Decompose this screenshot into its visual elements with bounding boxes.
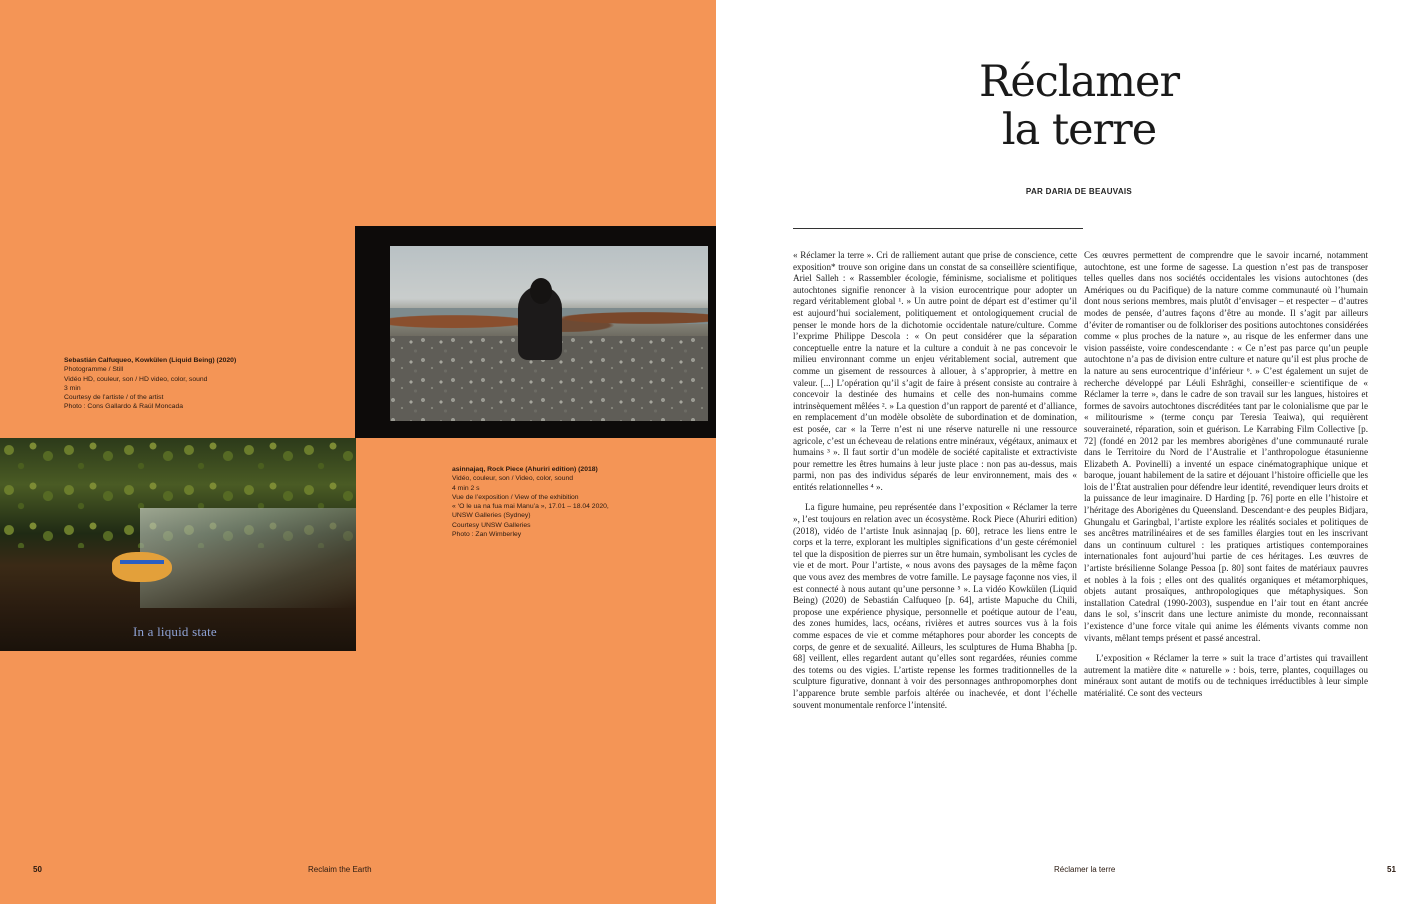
caption-line: Courtesy UNSW Galleries <box>452 521 531 529</box>
caption-line: Photo : Zan Wimberley <box>452 531 522 539</box>
right-page <box>716 0 1428 904</box>
running-title-left: Reclaim the Earth <box>308 865 372 874</box>
page-number-right: 51 <box>1387 865 1396 874</box>
photo-rock-piece <box>355 226 716 438</box>
caption-title: asinnajaq, Rock Piece (Ahuriri edition) (2018) <box>452 466 598 473</box>
caption-line: 3 min <box>64 384 81 392</box>
page-number-left: 50 <box>33 865 42 874</box>
caption-line: Courtesy de l’artiste / of the artist <box>64 394 164 402</box>
photo-liquid-being <box>0 438 356 651</box>
stream <box>140 508 356 608</box>
running-title-right: Réclamer la terre <box>1054 865 1116 874</box>
caption-line: UNSW Galleries (Sydney) <box>452 512 531 520</box>
photo-overlay-text: In a liquid state <box>133 624 217 639</box>
divider-rule <box>793 228 1083 229</box>
caption-line: Photogramme / Still <box>64 366 124 374</box>
video-screen <box>390 246 708 421</box>
caption-line: Vue de l’exposition / View of the exhibition <box>452 493 579 501</box>
floating-body <box>112 552 172 582</box>
caption-line: Photo : Cons Gallardo & Raúl Moncada <box>64 403 184 411</box>
paragraph: L’exposition « Réclamer la terre » suit la trace d’artistes qui travaillent autrement la matière dite « naturelle » : bois, terre, plantes, coquillages ou minéraux sont autant de motifs ou de techniques irréductibles à leur simple matérialité. Ce sont des vecteurs <box>1084 653 1368 698</box>
caption-kowkulen <box>64 356 324 412</box>
article-title <box>716 58 1428 154</box>
caption-line: 4 min 2 s <box>452 484 480 492</box>
blue-band <box>120 560 164 564</box>
byline: PAR DARIA DE BEAUVAIS <box>1025 187 1133 196</box>
caption-rock-piece <box>452 465 702 539</box>
figure-head <box>530 278 552 304</box>
text-column-1 <box>793 250 1077 711</box>
title-line-2: la terre <box>1001 105 1157 155</box>
text-column-2 <box>1084 250 1368 700</box>
caption-line: Vidéo HD, couleur, son / HD video, color, sound <box>64 375 208 383</box>
caption-line: « ‘O le ua na fua mai Manu’a », 17.01 – 18.04 2020, <box>452 503 609 511</box>
paragraph: « Réclamer la terre ». Cri de ralliement autant que prise de conscience, cette exposition* trouve son origine dans un constat de sa conseillère scientifique, Ariel Salleh : « Rassembler écologie, féminisme, socialisme et politiques autochtones signifie renoncer à la vision eurocentrique pour adopter un regard véritablement global ¹. » Un autre point de départ est d’estimer qu’il est aujourd’hui socialement, politiquement et ontologiquement crucial de penser le monde hors de la dichotomie occidentale nature/culture. Comme l’exprime Philippe Descola : « On peut considérer que la séparation conceptuelle entre la nature et la culture a conduit à ne pas concevoir le milieu environnant comme un enjeu véritablement social, autrement que comme un gisement de ressources à allouer, à s’approprier, à mettre en valeur. [...] L’opération qu’il s’agit de faire à présent consiste au contraire à concevoir la destinée des humains et celle des non-humains comme intrinsèquement mêlées ². » La question d’un rapport de parenté et d’alliance, en remplacement d’un modèle obsolète de subordination et de domination, est posée, car « la Terre n’est ni une réserve naturelle ni une ressource agricole, c’est un écheveau de relations entre minéraux, végétaux, animaux et humains ³ ». Il faut sortir d’un modèle de société capitaliste et extractiviste pour remettre les êtres humains à leur juste place : non pas au-dessus, mais parmi, non pas des individus séparés de leur environnement, mais des « entités relationnelles ⁴ ». <box>793 250 1077 492</box>
caption-title: Sebastián Calfuqueo, Kowkülen (Liquid Being) (2020) <box>64 357 237 364</box>
paragraph: La figure humaine, peu représentée dans l’exposition « Réclamer la terre », l’est toujours en relation avec un écosystème. Rock Piece (Ahuriri edition) (2018), vidéo de l’artiste Inuk asinnajaq [p. 60], retrace les liens entre le corps et la terre, explorant les multiples significations d’un geste cérémoniel tel que la disposition de pierres sur un être humain, symbolisant les cycles de vie et de mort. Pour l’artiste, « nous avons des paysages de la même façon que vous avez des membres de votre famille. Le paysage façonne nos vies, il est connecté à nous autant qu’une personne ⁵ ». La vidéo Kowkülen (Liquid Being) (2020) de Sebastián Calfuqueo [p. 64], artiste Mapuche du Chili, propose une expérience physique, personnelle et poétique autour de l’eau, des zones humides, lacs, océans, rivières et autres sources vus à la fois comme espaces de vie et comme métaphores pour aborder les concepts de corps, de genre et de sexualité. Ailleurs, les sculptures de Huma Bhabha [p. 68] veillent, elles regardent autant qu’elles sont regardées, réunies comme des totems ou des vigies. L’artiste repense les formes traditionnelles de la sculpture figurative, donnant à voir des personnages anthropomorphes dont l’apparence brute semble parfois altérée ou inachevée, et dont l’échelle souvent monumentale renforce l’intensité. <box>793 502 1077 710</box>
paragraph: Ces œuvres permettent de comprendre que le savoir incarné, notamment autochtone, est une forme de sagesse. La question n’est pas de transposer telles quelles dans nos sociétés occidentales les visions autochtones (des Amériques ou du Pacifique) de la nature comme communauté où l’humain dont nous serions membres, mais plutôt d’envisager – et respecter – d’autres modes de pensée, d’autres façons d’être au monde. Il s’agit par ailleurs d’éviter de romantiser ou de folkloriser des positions autochtones considérées comme « plus proches de la nature », au risque de les enfermer dans une vision passéiste, voire condescendante : « Ce n’est pas parce qu’un peuple autochtone n’a pas de division entre culture et nature qu’il est plus proche de la nature au sens eurocentrique d’inférieur ⁶. » C’est également un sujet de recherche développé par Léuli Eshrāghi, conseiller·e scientifique de « Réclamer la terre », dans le cadre de son travail sur les langues, histoires et formes de savoirs autochtones discréditées tant par le colonialisme que par le « militourisme » (terme conçu par Teresia Teaiwa), qui requièrent souveraineté, réparation, soin et guérison. Le Karrabing Film Collective [p. 72] (fondé en 2012 par les membres aborigènes d’une communauté rurale dans le Territoire du Nord de l’Australie et l’anthropologue étasunienne Elizabeth A. Povinelli) a inventé un espace cinématographique unique et baroque, jouant habilement de la satire et déjouant l’histoire officielle que les lois de l’État australien pour défendre leur identité, revendiquer leurs droits et la puissance de leur imaginaire. D Harding [p. 76] porte en elle l’histoire et l’héritage des Aborigènes du Queensland. Descendant·e des peuples Bidjara, Ghungalu et Garingbal, l’artiste explore les réalités sociales et politiques de ses ancêtres matrilinéaires et de ses familles élargies tout en les inscrivant dans un continuum culturel : les pratiques artistiques contemporaines internationales font aujourd’hui partie de ces héritages. Les œuvres de l’artiste brésilienne Solange Pessoa [p. 80] sont faites de matériaux pauvres et nobles à la fois ; elles ont des qualités organiques et métamorphiques, objets autant prosaïques, anthropologiques que métaphysiques. Son installation Catedral (1990-2003), suspendue en l’air tout en étant ancrée dans le sol, s’inscrit dans une lecture animiste du monde, reconnaissant l’existence d’une force vitale qui anime les éléments vivants comme non vivants, mêlant temps présent et passé ancestral. <box>1084 250 1368 643</box>
caption-line: Vidéo, couleur, son / Video, color, sound <box>452 475 574 483</box>
title-line-1: Réclamer <box>978 57 1180 107</box>
